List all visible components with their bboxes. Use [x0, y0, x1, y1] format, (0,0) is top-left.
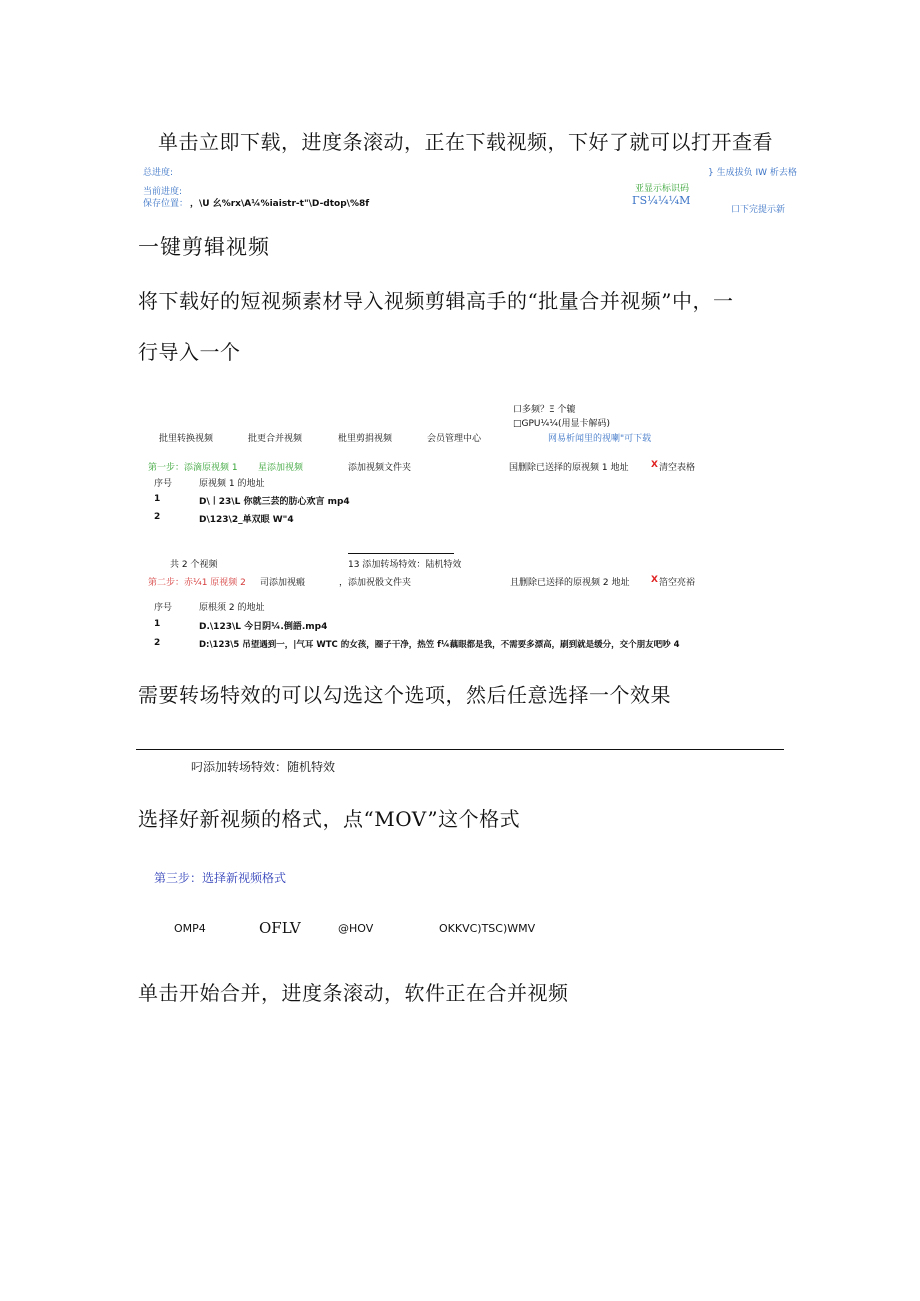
- step1-clear-button[interactable]: 清空表格: [659, 463, 696, 473]
- format-other-radios[interactable]: OKKVC)TSC)WMV: [439, 922, 536, 935]
- step1-label: 第一步：添滴原视频 1: [148, 463, 238, 473]
- step2-row2-index: 2: [154, 638, 161, 648]
- section-heading-edit: 一键剪辑视频: [138, 235, 270, 259]
- format-mov-radio[interactable]: @HOV: [338, 922, 374, 935]
- promo-link[interactable]: 网易析闻里的视喇"可下载: [548, 434, 652, 444]
- step2-col-index: 序号: [154, 603, 173, 613]
- step2-add-folder-button[interactable]: ，添加祝骰文件夹: [339, 578, 412, 588]
- step1-add-video-button[interactable]: 星添加视频: [258, 463, 304, 473]
- step1-col-path: 原视频 1 的地址: [199, 479, 265, 489]
- save-location-label: 保存位置：: [143, 199, 189, 209]
- transition-paragraph: 需要转场特效的可以勾选这个选项，然后任意选择一个效果: [138, 683, 671, 707]
- current-progress-label: 当前进度:: [143, 187, 183, 197]
- transition-divider: [136, 749, 784, 750]
- import-paragraph-line2: 行导入一个: [138, 340, 241, 364]
- gpu-decode-option[interactable]: □GPU¼¼(用显卡解码): [513, 419, 610, 429]
- tab-batch-convert[interactable]: 批里转换视频: [159, 434, 214, 444]
- step2-clear-button[interactable]: 箔空亮裕: [659, 578, 696, 588]
- step2-row2-path[interactable]: D:\123\5 吊望遇到一，|气耳 WTC 的女孩，圈子干净，热笠 f¼藕眼都是我，不需要多漂高，刷到就是缓分，交个朋友吧吵 4: [199, 640, 680, 650]
- save-path: ，\U 幺%rx\A¼%iaistr-t"\D-dtop\%8f: [190, 199, 370, 209]
- step2-label: 第二步：赤¼1 原视频 2: [148, 578, 246, 588]
- step1-row1-path[interactable]: D\〡23\L 你就三芸的肪心欢言 mp4: [199, 497, 350, 507]
- tab-batch-edit[interactable]: 枇里剪捐视频: [338, 434, 393, 444]
- step1-clear-icon[interactable]: X: [651, 460, 658, 470]
- transition-inline-option[interactable]: 13 添加转场特效：陆机特效: [348, 560, 462, 570]
- divider-line: [348, 553, 454, 554]
- format-paragraph: 选择好新视频的格式，点“MOV”这个格式: [138, 807, 521, 831]
- show-marks-option[interactable]: 亚显示标识码: [635, 184, 690, 194]
- generate-option[interactable]: } 生成拔负 IW 析去格: [708, 168, 797, 178]
- format-mp4-radio[interactable]: OMP4: [174, 922, 206, 935]
- step1-row1-index: 1: [154, 494, 161, 504]
- step2-row1-path[interactable]: D.\123\L 今日阴¼.倒語.mp4: [199, 622, 328, 632]
- intro-paragraph: 单击立即下载，进度条滚动，正在下载视频，下好了就可以打开查看: [158, 130, 773, 154]
- step1-add-folder-button[interactable]: 添加视频文件夹: [348, 463, 412, 473]
- step1-row2-index: 2: [154, 512, 161, 522]
- step2-row1-index: 1: [154, 619, 161, 629]
- step2-add-video-button[interactable]: 司添加视瘢: [260, 578, 306, 588]
- prompt-new-option[interactable]: 口下完提示新: [731, 205, 786, 215]
- tab-batch-merge[interactable]: 批更合并视频: [248, 434, 303, 444]
- format-flv-radio[interactable]: OFLV: [259, 919, 301, 937]
- merge-paragraph: 单击开始合并，进度条滚动，软件正在合并视频: [138, 981, 569, 1005]
- step3-label: 第三步：选择新视频格式: [154, 871, 287, 885]
- step2-remove-button[interactable]: 且删除已送择的原视频 2 地址: [510, 578, 630, 588]
- multi-frame-option[interactable]: 口多频？Ξ 个辘: [513, 405, 576, 415]
- total-progress-label: 总进度:: [143, 168, 174, 178]
- gpu-code: ΓS¼¼¼M: [632, 194, 691, 207]
- video-count: 共 2 个视频: [170, 560, 218, 570]
- step2-col-path: 原根须 2 的地址: [199, 603, 265, 613]
- import-paragraph-line1: 将下载好的短视频素材导入视频剪辑高手的“批量合并视频”中，一: [138, 289, 734, 313]
- transition-option[interactable]: 叼添加转场特效：随机特效: [191, 760, 336, 774]
- tab-member-center[interactable]: 会员管理中心: [427, 434, 482, 444]
- step1-row2-path[interactable]: D\123\2_单双眼 W"4: [199, 515, 294, 525]
- step1-remove-button[interactable]: 国删除已送择的原视频 1 地址: [509, 463, 629, 473]
- step2-clear-icon[interactable]: X: [651, 575, 658, 585]
- step1-col-index: 序号: [154, 479, 173, 489]
